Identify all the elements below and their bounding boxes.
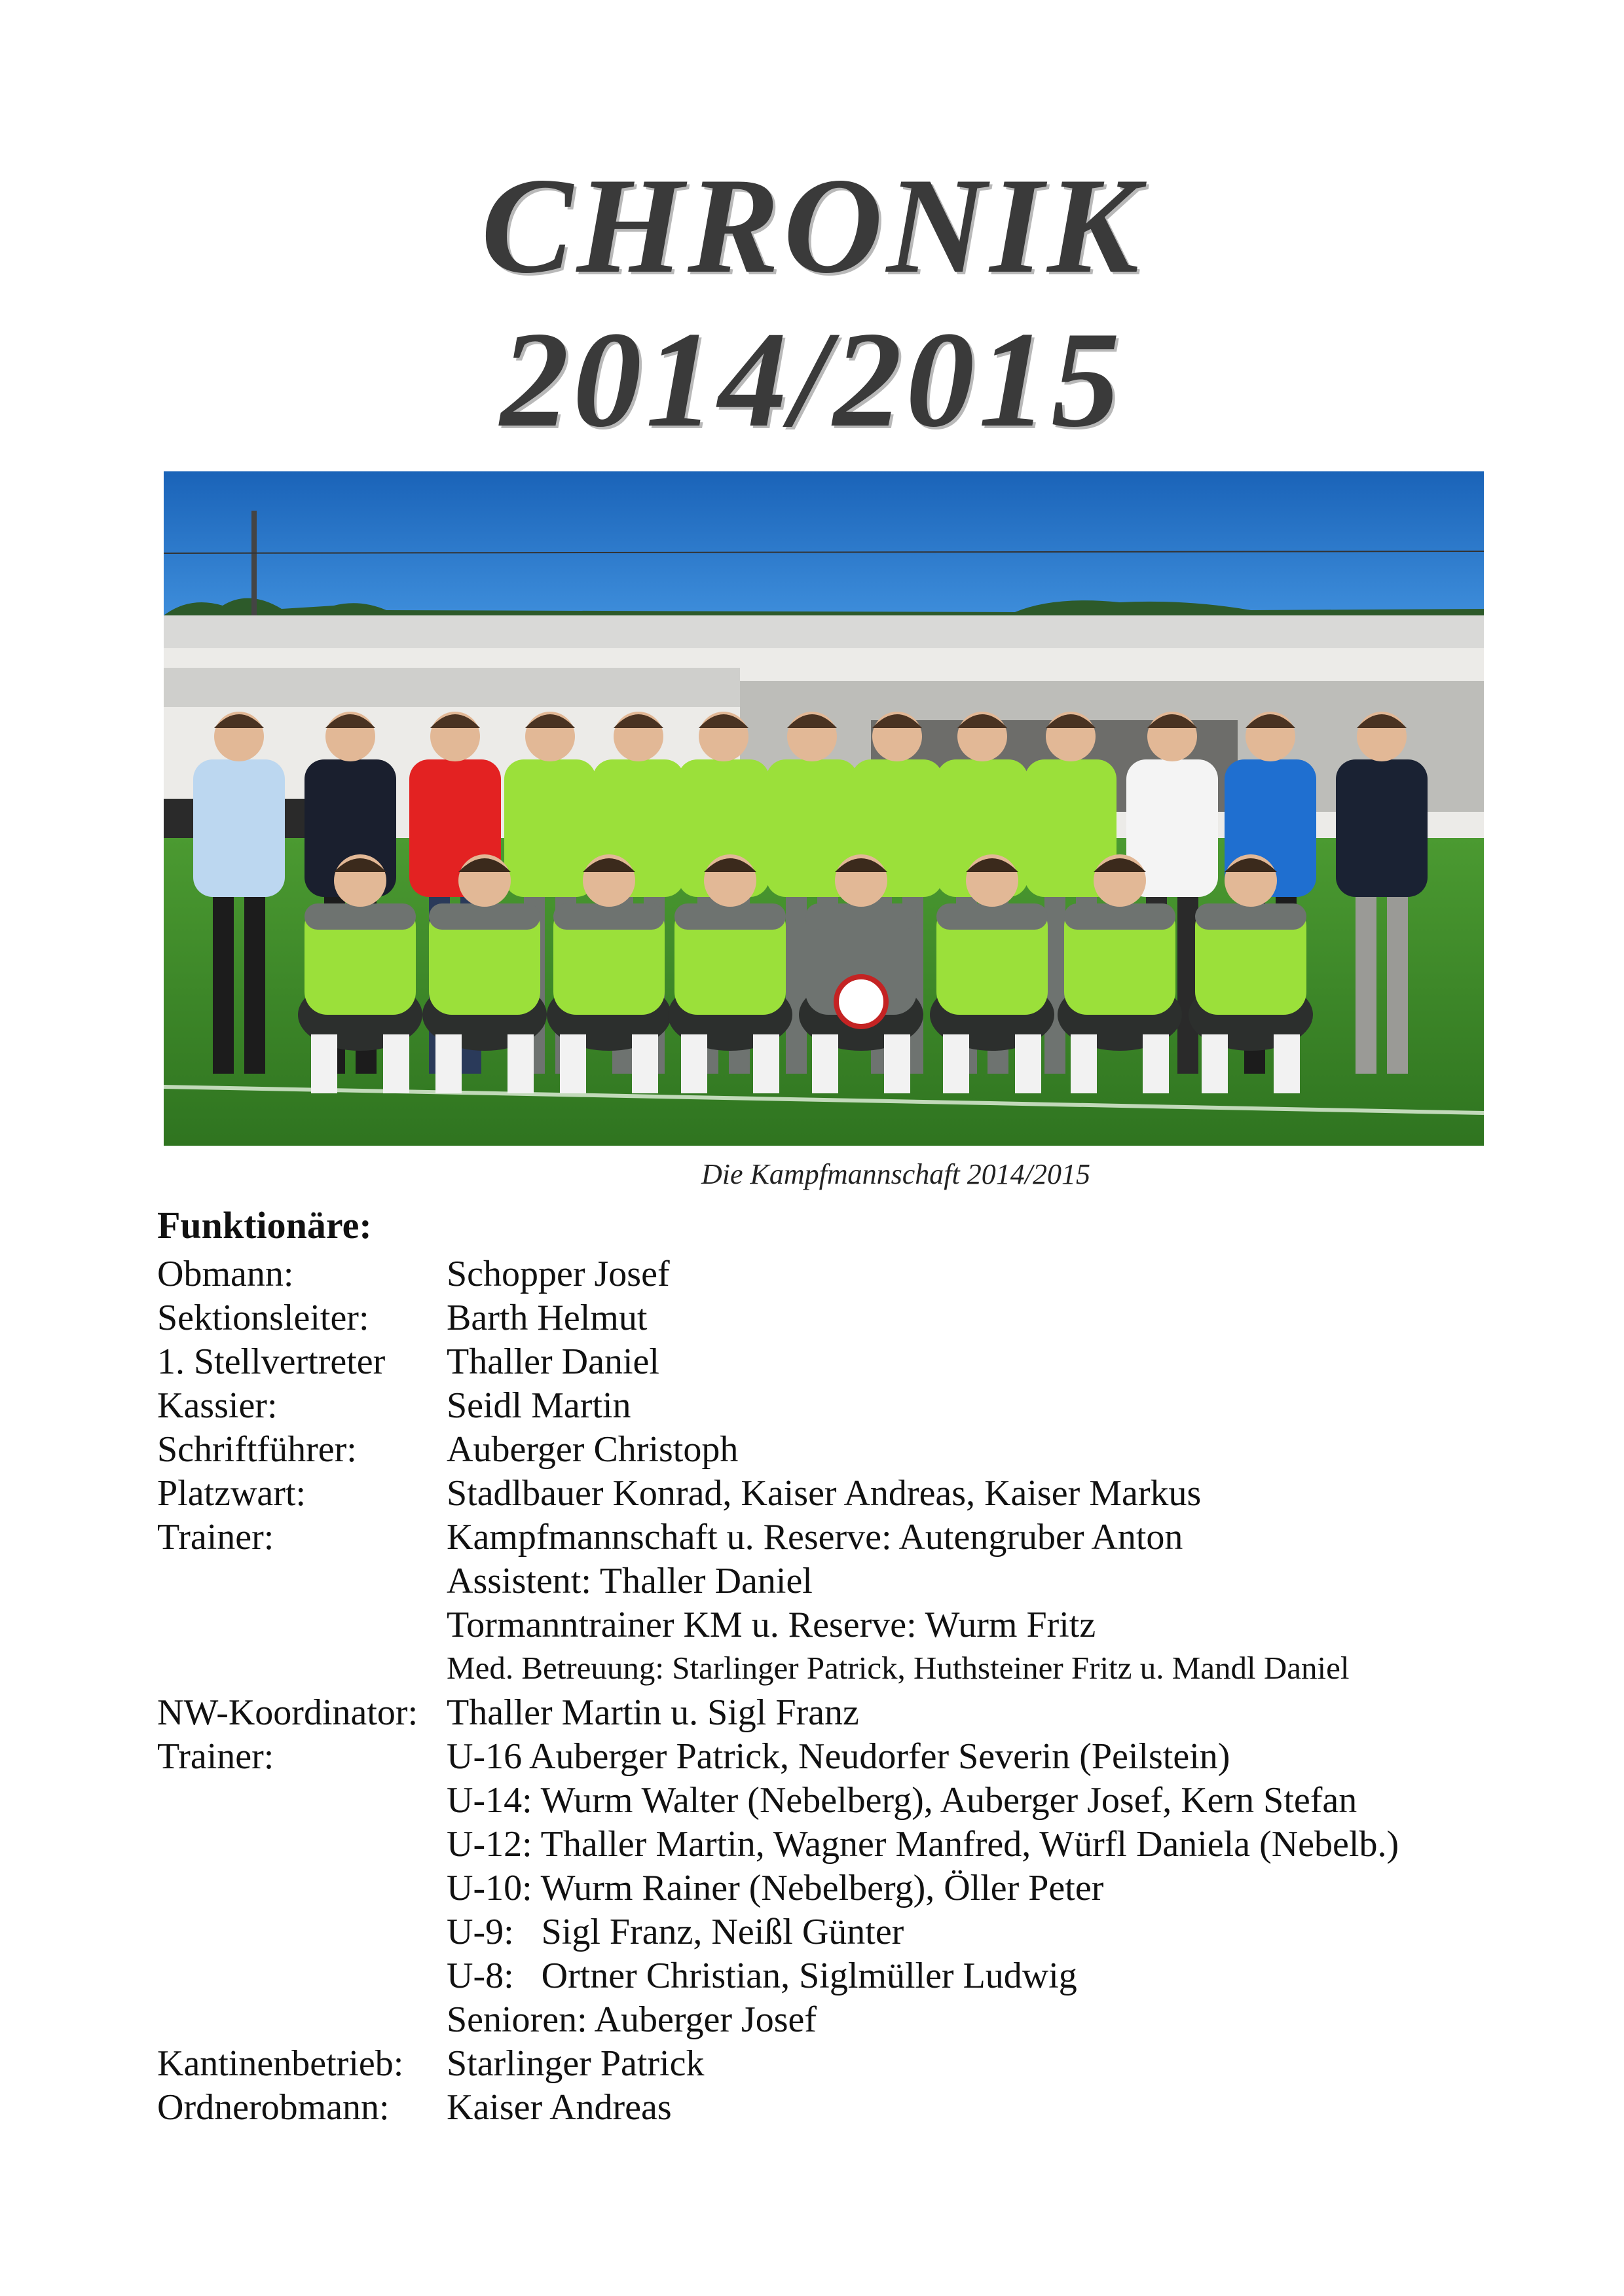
page-title-line1: CHRONIK — [481, 150, 1143, 302]
official-role: Ordnerobmann: — [157, 2087, 390, 2128]
team-photo — [164, 471, 1484, 1146]
official-role: Platzwart: — [157, 1473, 306, 1514]
official-name: U-8: Ortner Christian, Siglmüller Ludwig — [447, 1956, 1077, 1996]
official-role: 1. Stellvertreter — [157, 1341, 386, 1382]
power-pole — [251, 511, 257, 629]
official-name: Barth Helmut — [447, 1298, 648, 1338]
official-name: Kaiser Andreas — [447, 2087, 672, 2128]
sky — [164, 471, 1484, 622]
official-name: U-16 Auberger Patrick, Neudorfer Severin (Peilstein) — [447, 1736, 1230, 1777]
official-name: U-14: Wurm Walter (Nebelberg), Auberger Josef, Kern Stefan — [447, 1780, 1357, 1821]
official-name: Thaller Martin u. Sigl Franz — [447, 1692, 859, 1733]
officials-heading: Funktionäre: — [157, 1204, 372, 1247]
official-role: Schriftführer: — [157, 1429, 357, 1470]
football — [836, 977, 886, 1027]
official-name: U-12: Thaller Martin, Wagner Manfred, Würfl Daniela (Nebelb.) — [447, 1824, 1399, 1865]
official-name: Assistent: Thaller Daniel — [447, 1561, 813, 1601]
official-name: Tormanntrainer KM u. Reserve: Wurm Fritz — [447, 1605, 1096, 1645]
official-role: Kassier: — [157, 1385, 278, 1426]
official-name: Auberger Christoph — [447, 1429, 739, 1470]
official-role: Trainer: — [157, 1517, 274, 1558]
official-name: Kampfmannschaft u. Reserve: Autengruber Anton — [447, 1517, 1183, 1558]
official-name: Med. Betreuung: Starlinger Patrick, Huthsteiner Fritz u. Mandl Daniel — [447, 1650, 1350, 1686]
official-name: U-10: Wurm Rainer (Nebelberg), Öller Peter — [447, 1868, 1104, 1908]
photo-caption: Die Kampfmannschaft 2014/2015 — [701, 1158, 1090, 1190]
official-name: Stadlbauer Konrad, Kaiser Andreas, Kaiser Markus — [447, 1473, 1202, 1514]
official-name: Thaller Daniel — [447, 1341, 659, 1382]
official-role: Trainer: — [157, 1736, 274, 1777]
official-name: U-9: Sigl Franz, Neißl Günter — [447, 1912, 904, 1952]
page-title-line2: 2014/2015 — [500, 304, 1124, 456]
official-name: Schopper Josef — [447, 1254, 670, 1294]
official-role: Kantinenbetrieb: — [157, 2043, 404, 2084]
official-name: Seidl Martin — [447, 1385, 631, 1426]
official-name: Starlinger Patrick — [447, 2043, 705, 2084]
official-role: Sektionsleiter: — [157, 1298, 369, 1338]
official-role: NW-Koordinator: — [157, 1692, 418, 1733]
official-role: Obmann: — [157, 1254, 294, 1294]
official-name: Senioren: Auberger Josef — [447, 1999, 817, 2040]
